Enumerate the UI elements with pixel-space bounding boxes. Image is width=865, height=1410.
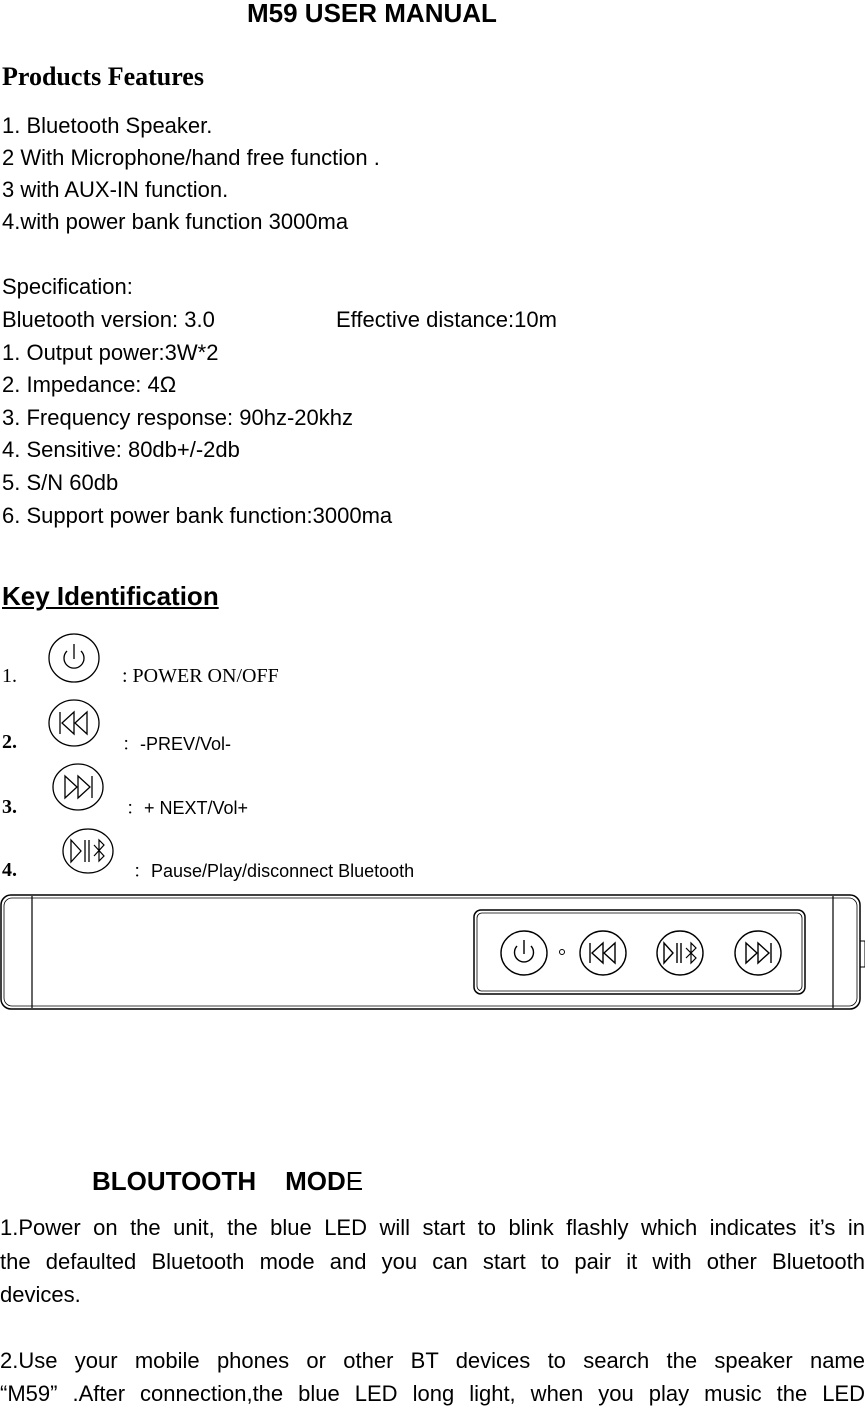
spec-item: 5. S/N 60db — [2, 470, 119, 495]
paragraph-line: “M59” .After connection,the blue LED long light, when you play music the LED — [0, 1381, 865, 1406]
feature-item: 4.with power bank function 3000ma — [2, 209, 349, 234]
play-pause-bluetooth-icon — [61, 827, 115, 875]
key-label: : POWER ON/OFF — [122, 665, 279, 687]
page-title: M59 USER MANUAL — [247, 0, 497, 28]
key-number: 1. — [2, 665, 17, 687]
paragraph-line: devices. — [0, 1282, 81, 1307]
key-number: 2. — [2, 731, 17, 753]
device-prev-button — [578, 929, 628, 977]
bluetooth-mode-heading-bold: BLOUTOOTH MOD — [92, 1166, 346, 1196]
spec-distance: Effective distance:10m — [336, 307, 557, 332]
device-next-button — [733, 929, 783, 977]
features-heading: Products Features — [2, 62, 204, 91]
bluetooth-mode-heading-tail: E — [345, 1166, 364, 1196]
spec-heading: Specification: — [2, 274, 133, 299]
paragraph-line: 1.Power on the unit, the blue LED will start to blink flashly which indicates it’s in — [0, 1215, 865, 1240]
spec-item: 1. Output power:3W*2 — [2, 340, 219, 365]
power-icon — [47, 632, 101, 684]
key-identification-heading: Key Identification — [2, 581, 219, 611]
prev-icon — [47, 698, 101, 748]
feature-item: 2 With Microphone/hand free function . — [2, 145, 380, 170]
key-number: 4. — [2, 859, 17, 881]
key-number: 3. — [2, 796, 17, 818]
spec-item: 4. Sensitive: 80db+/-2db — [2, 437, 240, 462]
key-label: ：-PREV/Vol- — [122, 734, 232, 754]
spec-item: 2. Impedance: 4Ω — [2, 372, 177, 397]
device-play-pause-bluetooth-button — [655, 929, 705, 977]
device-power-button — [499, 929, 549, 977]
feature-item: 3 with AUX-IN function. — [2, 177, 229, 202]
paragraph-line: 2.Use your mobile phones or other BT devices to search the speaker name — [0, 1348, 865, 1373]
spec-item: 3. Frequency response: 90hz-20khz — [2, 405, 353, 430]
bluetooth-mode-heading — [92, 1166, 363, 1196]
spec-bt-version: Bluetooth version: 3.0 — [2, 307, 215, 332]
next-icon — [51, 762, 105, 812]
key-label: ：+ NEXT/Vol+ — [126, 798, 249, 818]
feature-item: 1. Bluetooth Speaker. — [2, 113, 213, 138]
paragraph-line: the defaulted Bluetooth mode and you can start to pair it with other Bluetooth — [0, 1249, 865, 1274]
key-label: ：Pause/Play/disconnect Bluetooth — [133, 861, 415, 881]
spec-item: 6. Support power bank function:3000ma — [2, 503, 393, 528]
